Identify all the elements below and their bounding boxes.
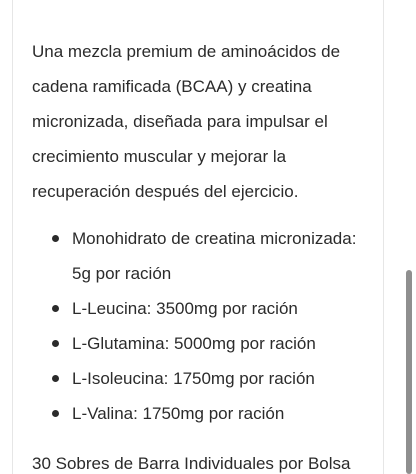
bullet-icon [52, 305, 59, 312]
scrollbar[interactable] [406, 0, 412, 474]
feature-text: L-Valina: 1750mg por ración [72, 404, 285, 423]
feature-text: Monohidrato de creatina micronizada: 5g por ración [72, 229, 357, 283]
bullet-icon [52, 340, 59, 347]
packaging-text: 30 Sobres de Barra Individuales por Bolsa [32, 454, 351, 473]
bullet-icon [52, 235, 59, 242]
feature-item [32, 326, 372, 361]
feature-text: L-Leucina: 3500mg por ración [72, 299, 298, 318]
product-description-content [32, 34, 372, 474]
product-description-text: Una mezcla premium de aminoácidos de cadena ramificada (BCAA) y creatina micronizada, diseñada para impulsar el crecimiento muscular y mejorar la recuperación después del ejercicio. [32, 42, 341, 201]
bullet-icon [52, 410, 59, 417]
feature-item [32, 396, 372, 431]
scrollbar-thumb[interactable] [406, 270, 412, 474]
feature-text: L-Glutamina: 5000mg por ración [72, 334, 316, 353]
feature-item [32, 361, 372, 396]
feature-text: L-Isoleucina: 1750mg por ración [72, 369, 315, 388]
bullet-icon [52, 375, 59, 382]
product-features-list [32, 221, 372, 431]
feature-item [32, 291, 372, 326]
feature-item [32, 221, 372, 291]
